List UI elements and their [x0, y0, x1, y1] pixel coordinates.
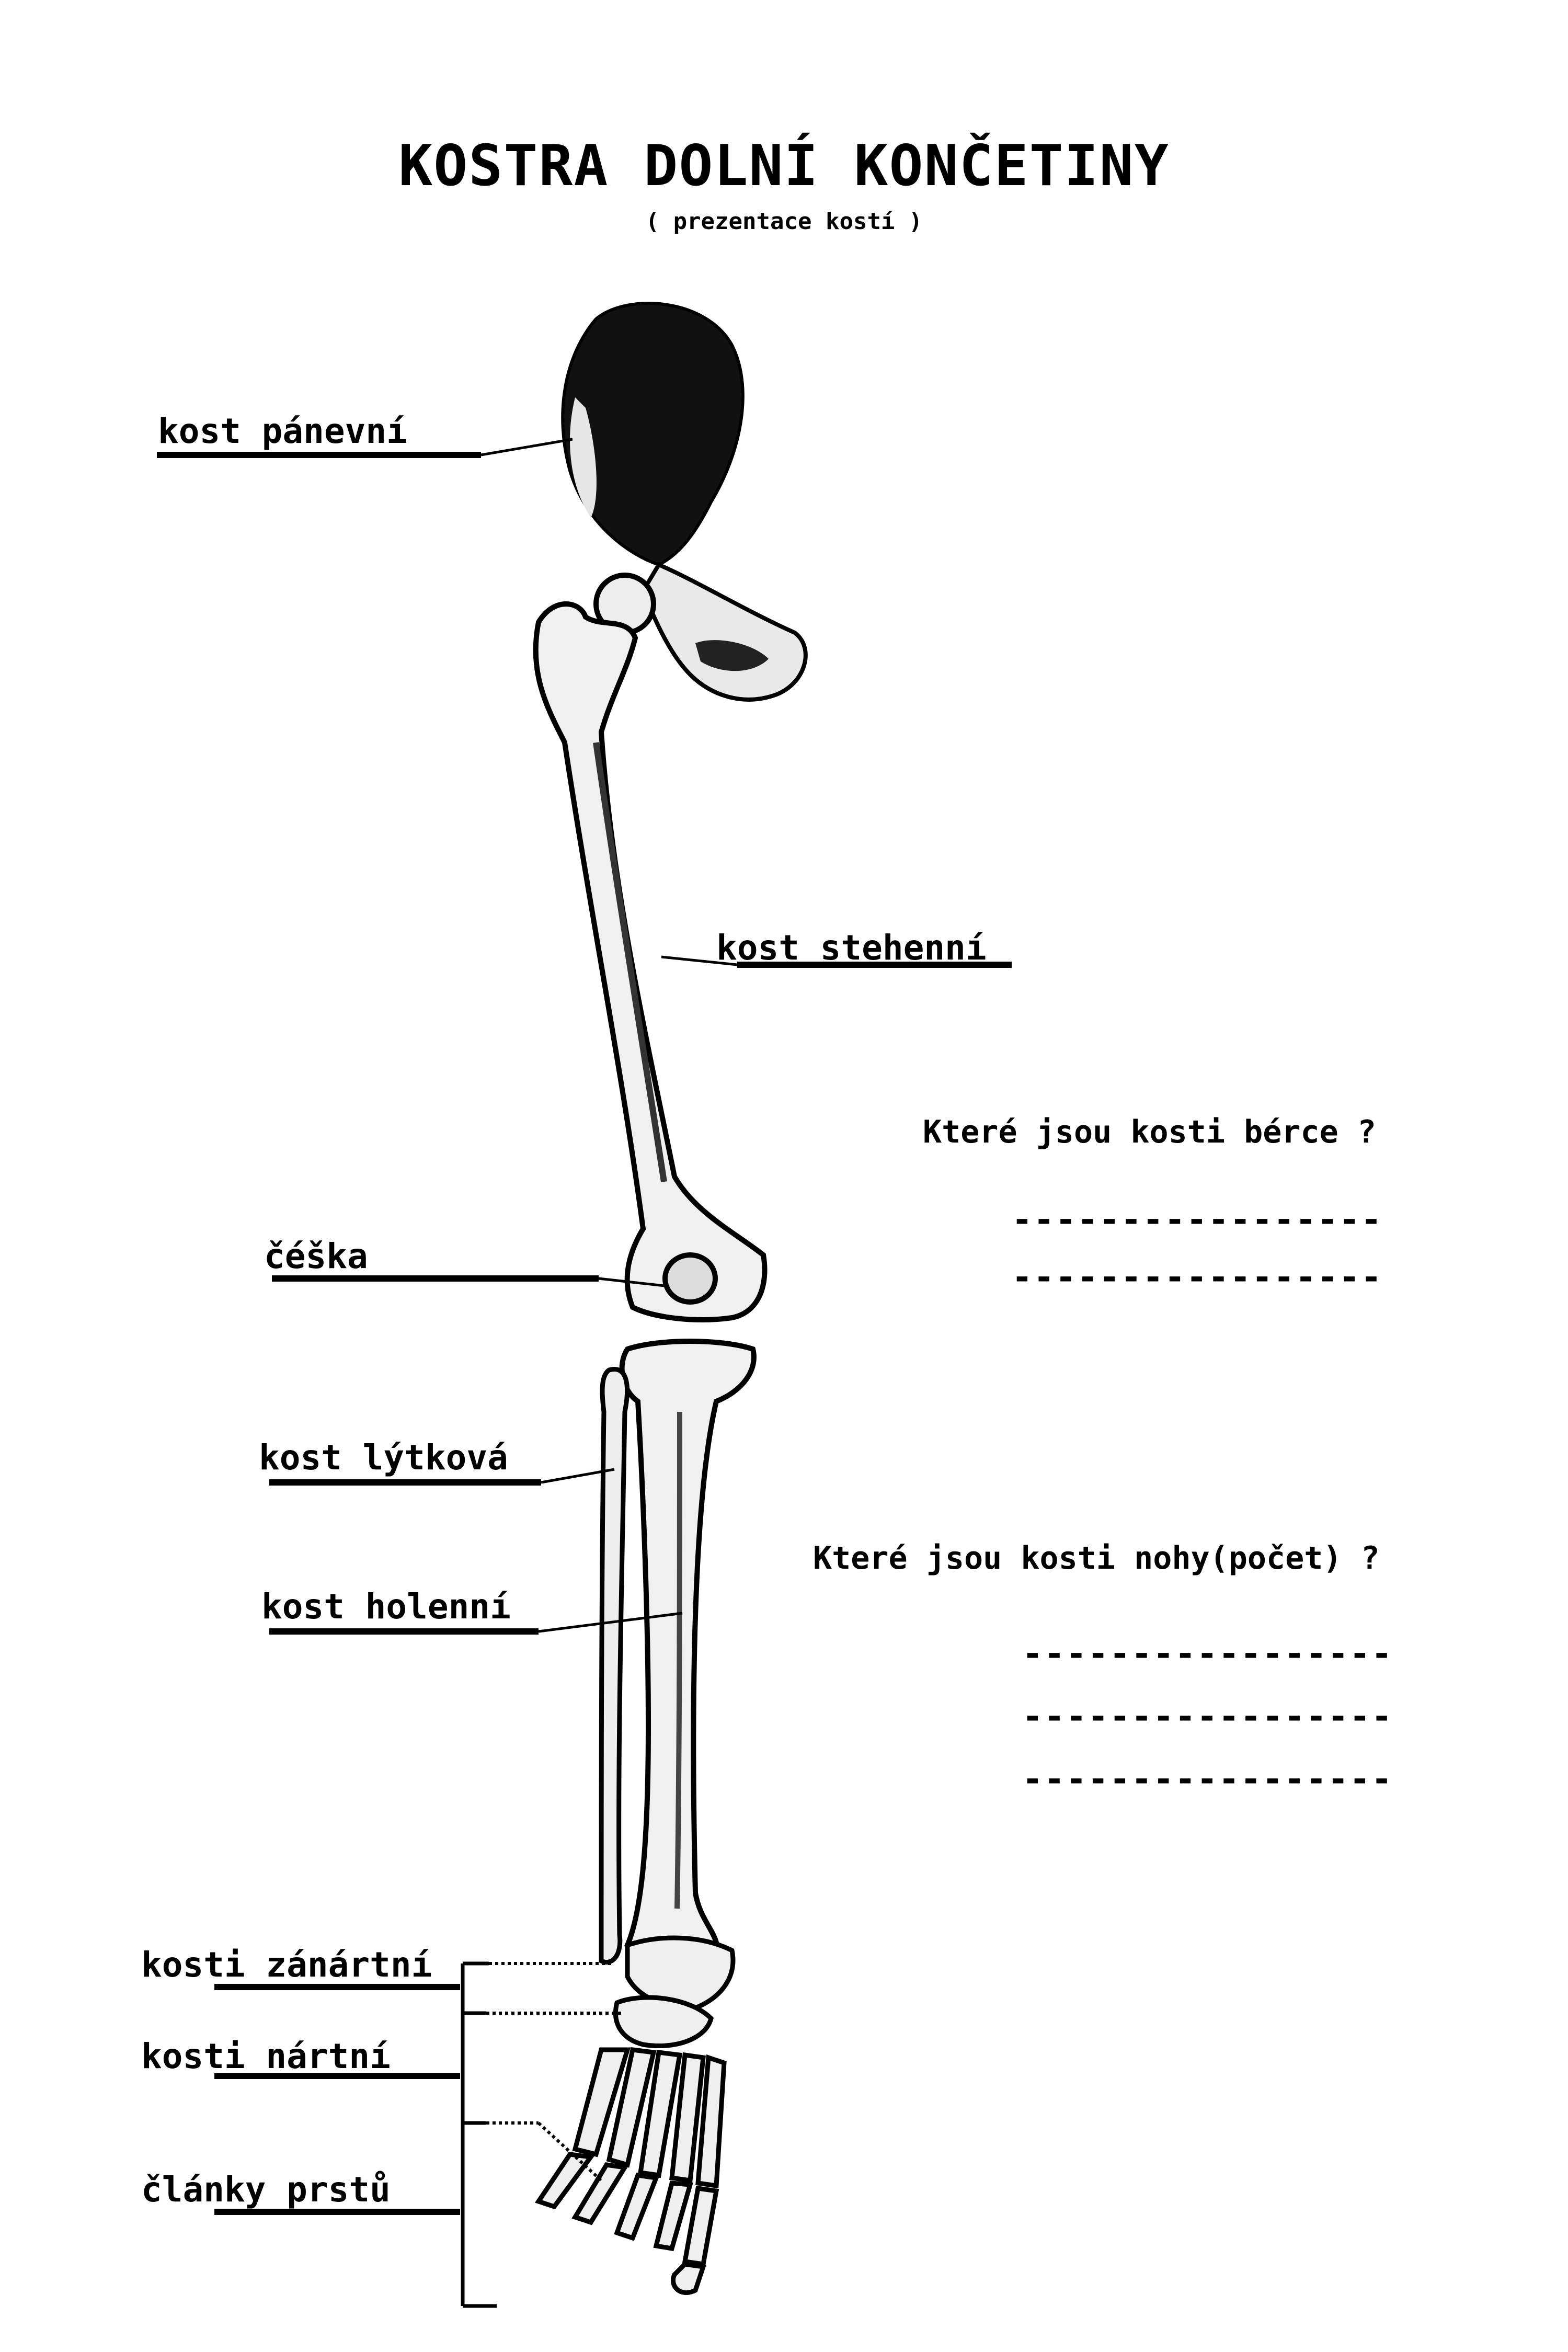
patella-bone [665, 1255, 715, 1302]
label-pelvis: kost pánevní [158, 411, 407, 451]
page-subtitle: ( prezentace kostí ) [645, 208, 923, 235]
fibula-bone [601, 1369, 627, 1962]
answer-line: ----------------- [1012, 1200, 1383, 1240]
label-phalanges: články prstů [141, 2170, 391, 2210]
answer-line: ----------------- [1022, 1696, 1393, 1737]
label-femur: kost stehenní [716, 928, 987, 968]
question-leg-bones: Které jsou kosti bérce ? [923, 1114, 1376, 1150]
label-tarsals: kosti zánártní [141, 1945, 432, 1985]
question-foot-bones: Které jsou kosti nohy(počet) ? [813, 1540, 1380, 1577]
label-patella: čéška [264, 1236, 368, 1276]
answer-line: ----------------- [1022, 1634, 1393, 1674]
label-fibula: kost lýtková [259, 1437, 508, 1478]
label-tibia: kost holenní [261, 1586, 511, 1627]
foot-bones [539, 1938, 733, 2293]
tibia-bone [622, 1341, 754, 1961]
answer-line: ----------------- [1022, 1759, 1393, 1799]
label-metatarsals: kosti nártní [141, 2036, 391, 2076]
page-title: KOSTRA DOLNÍ KONČETINY [398, 133, 1170, 199]
answer-line: ----------------- [1012, 1257, 1383, 1297]
